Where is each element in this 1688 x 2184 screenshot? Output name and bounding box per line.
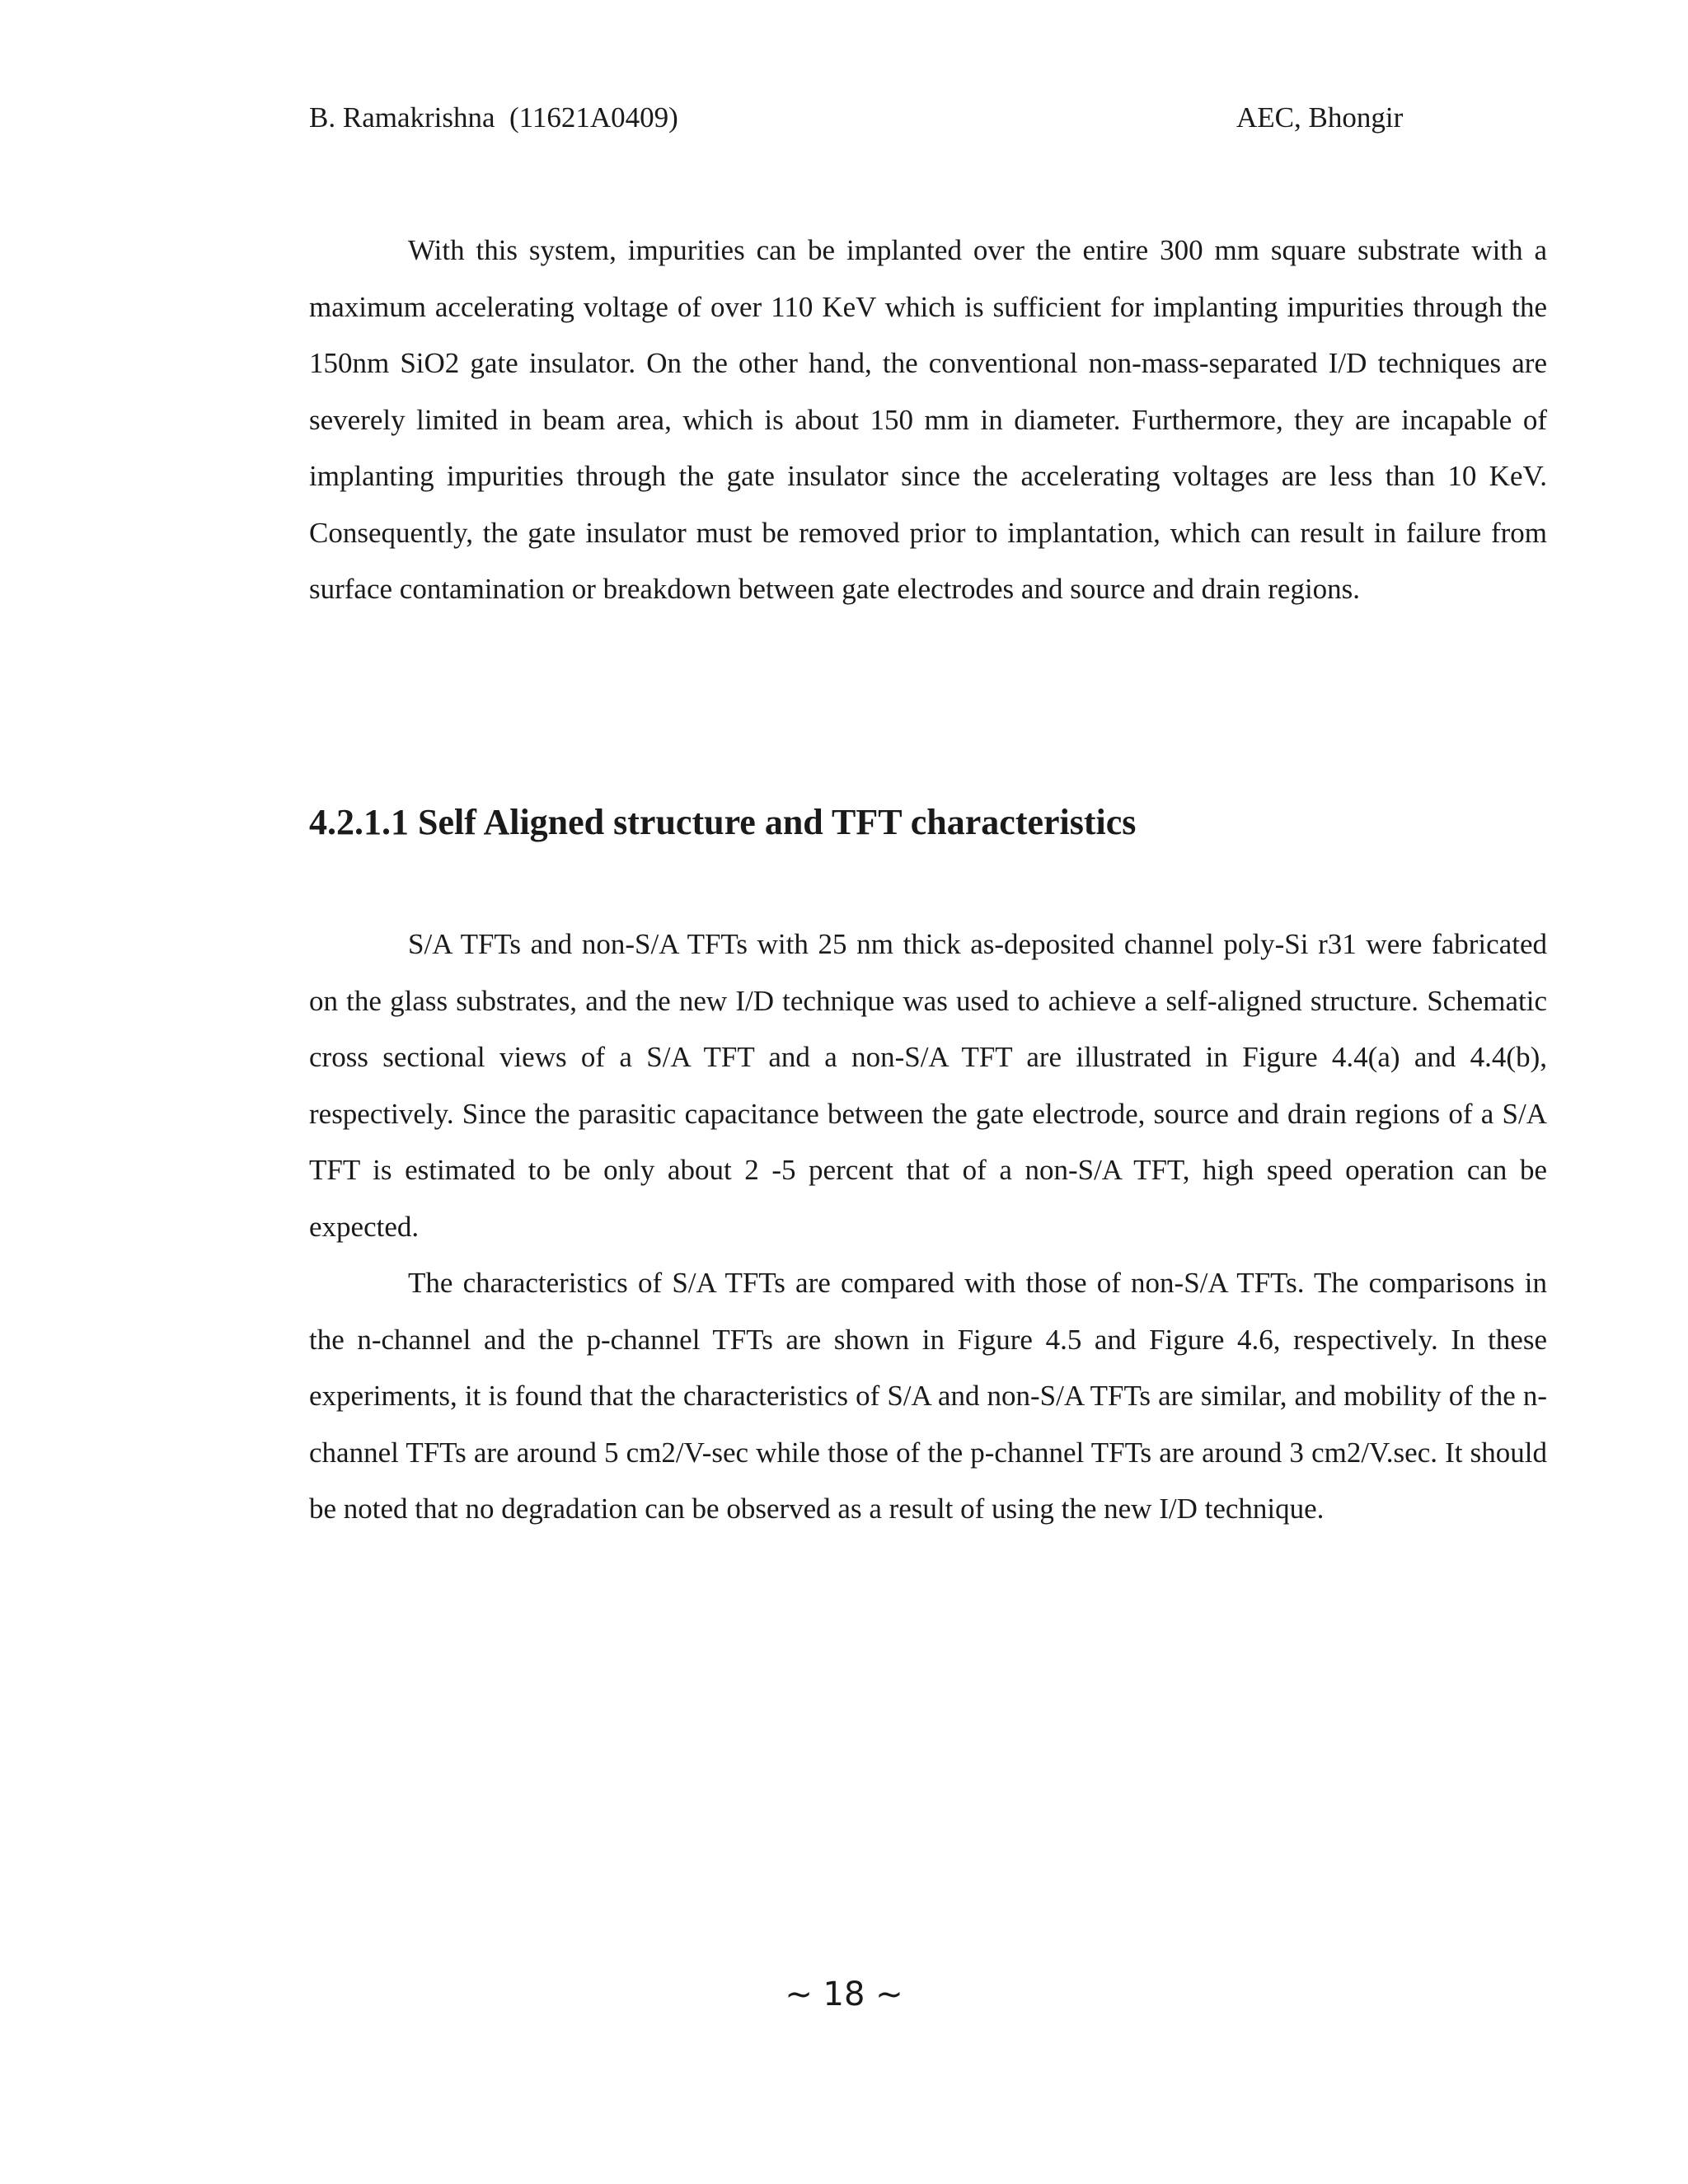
section-paragraph-1: S/A TFTs and non-S/A TFTs with 25 nm thick as-deposited channel poly-Si r31 were fabricated on the glass substrates, and the new I/D technique was used to achieve a self-aligned structure. Schematic cross sectional views of a S/A TFT and a non-S/A TFT are illustrated in Figure 4.4(a) and 4.4(b), respectively. Since the parasitic capacitance between the gate electrode, source and drain regions of a S/A TFT is estimated to be only about 2 -5 percent that of a non-S/A TFT, high speed operation can be expected.	[309, 928, 1547, 1243]
body-paragraph-1: With this system, impurities can be implanted over the entire 300 mm square substrate with a maximum accelerating voltage of over 110 KeV which is sufficient for implanting impurities through the 150nm SiO2 gate insulator. On the other hand, the conventional non-mass-separated I/D techniques are severely limited in beam area, which is about 150 mm in diameter. Furthermore, they are incapable of implanting impurities through the gate insulator since the accelerating voltages are less than 10 KeV. Consequently, the gate insulator must be removed prior to implantation, which can result in failure from surface contamination or breakdown between gate electrodes and source and drain regions.	[309, 234, 1547, 605]
header-institution: AEC, Bhongir	[1236, 101, 1404, 134]
header-author: B. Ramakrishna (11621A0409)	[309, 101, 678, 134]
page-number: ~ 18 ~	[785, 1975, 903, 2013]
page-header	[309, 97, 1414, 138]
section-paragraph-2: The characteristics of S/A TFTs are compared with those of non-S/A TFTs. The comparisons in the n-channel and the p-channel TFTs are shown in Figure 4.5 and Figure 4.6, respectively. In these experiments, it is found that the characteristics of S/A and non-S/A TFTs are similar, and mobility of the n-channel TFTs are around 5 cm2/V-sec while those of the p-channel TFTs are around 3 cm2/V.sec. It should be noted that no degradation can be observed as a result of using the new I/D technique.	[309, 1267, 1547, 1525]
section-heading: 4.2.1.1 Self Aligned structure and TFT characteristics	[309, 802, 1137, 842]
